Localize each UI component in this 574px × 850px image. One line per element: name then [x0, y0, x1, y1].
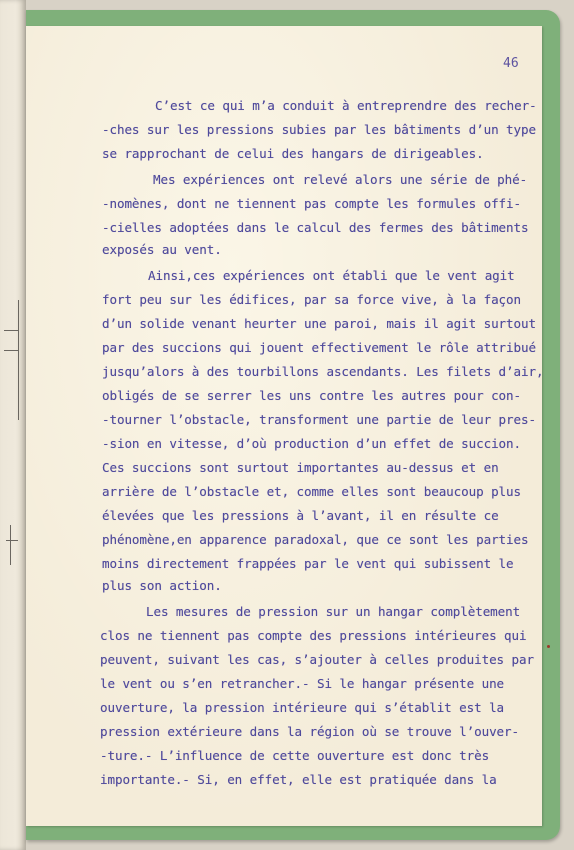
text-line: pression extérieure dans la région où se trouve l’ouver- [100, 724, 519, 739]
text-line: -nomènes, dont ne tiennent pas compte les formules offi- [102, 196, 521, 211]
text-line: -tourner l’obstacle, transforment une partie de leur pres- [102, 412, 536, 427]
text-line: se rapprochant de celui des hangars de dirigeables. [102, 146, 484, 161]
text-line: -ture.- L’influence de cette ouverture est donc très [100, 748, 490, 763]
text-line: moins directement frappées par le vent qui subissent le [102, 556, 514, 571]
text-line: par des succions qui jouent effectivement le rôle attribué [102, 340, 536, 355]
text-line: le vent ou s’en retrancher.- Si le hangar présente une [100, 676, 505, 691]
text-line: Les mesures de pression sur un hangar complètement [146, 604, 521, 619]
text-line: jusqu’alors à des tourbillons ascendants. Les filets d’air, [102, 364, 544, 379]
text-line: Ces succions sont surtout importantes au-dessus et en [102, 460, 499, 475]
text-line: importante.- Si, en effet, elle est pratiquée dans la [100, 772, 497, 787]
text-line: -sion en vitesse, d’où production d’un effet de succion. [102, 436, 521, 451]
text-line: exposés au vent. [102, 242, 222, 257]
text-line: élevées que les pressions à l’avant, il en résulte ce [102, 508, 499, 523]
previous-page-edge [0, 0, 26, 850]
text-line: arrière de l’obstacle et, comme elles sont beaucoup plus [102, 484, 521, 499]
text-line: Mes expériences ont relevé alors une série de phé- [153, 172, 528, 187]
text-line: C’est ce qui m’a conduit à entreprendre des recher- [155, 98, 537, 113]
page-number: 46 [503, 56, 519, 71]
text-line: Ainsi,ces expériences ont établi que le vent agit [148, 268, 515, 283]
text-line: d’un solide venant heurter une paroi, mais il agit surtout [102, 316, 536, 331]
text-line: fort peu sur les édifices, par sa force vive, à la façon [102, 292, 521, 307]
text-line: clos ne tiennent pas compte des pressions intérieures qui [100, 628, 527, 643]
text-line: peuvent, suivant les cas, s’ajouter à celles produites par [100, 652, 534, 667]
text-line: plus son action. [102, 578, 222, 593]
text-line: obligés de se serrer les uns contre les autres pour con- [102, 388, 521, 403]
text-line: ouverture, la pression intérieure qui s’établit est la [100, 700, 505, 715]
text-line: phénomène,en apparence paradoxal, que ce sont les parties [102, 532, 529, 547]
text-line: -ches sur les pressions subies par les bâtiments d’un type [102, 122, 536, 137]
text-line: -cielles adoptées dans le calcul des fermes des bâtiments [102, 220, 529, 235]
